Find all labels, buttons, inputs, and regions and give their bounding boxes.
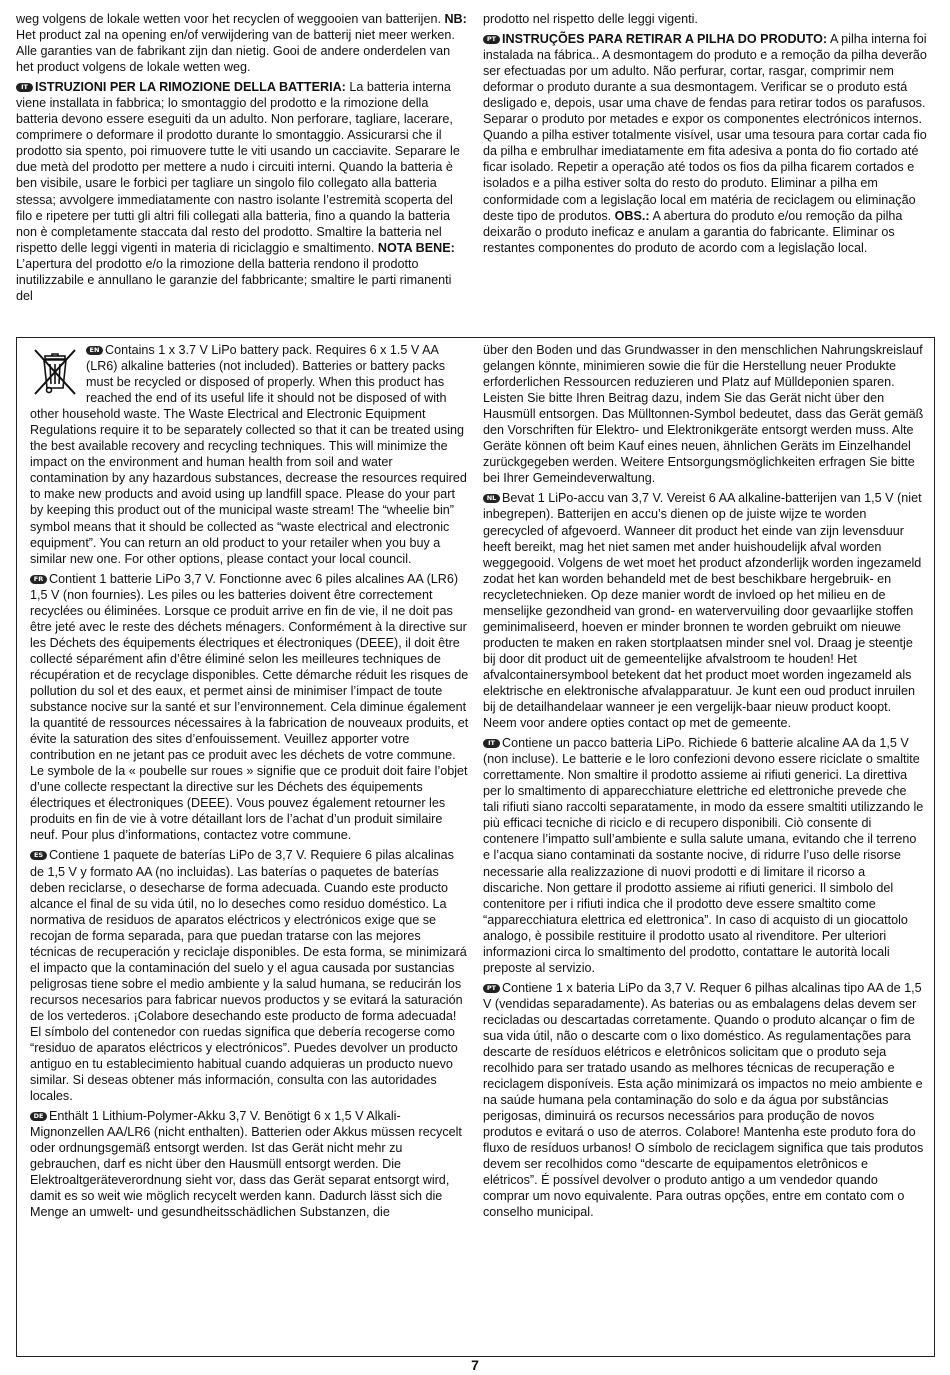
weee-right-column: [483, 342, 924, 1225]
pt-removal-text: A pilha interna foi instalada na fábrica.. A desmontagem do produto e a remoção da pilha deverão ser efectuadas por um adulto. Não perfurar, cortar, rasgar, comprimir nem deformar o produto durante a sua desmontagem. Verificar se o produto está desligado e, depois, usar uma chave de fendas para retirar todos os parafusos. Separar o produto por metades e expor os componentes electrónicos internos. Quando a pilha estiver totalmente visível, usar uma tesoura para cortar cada fio da pilha e embrulhar imediatamente em fita adesiva a ponta do fio cortado até ficar isolado. Repetir a operação até todos os fios da pilha ficarem cortados e isolados e a pilha estiver solta do resto do produto. Eliminar a pilha em conformidade com a legislação local em matéria de reciclagem ou eliminação deste tipo de produtos.: [483, 32, 927, 223]
nl-text-before-note: weg volgens de lokale wetten voor het recyclen of weggooien van batterijen.: [16, 12, 441, 26]
en-language-badge: EN: [86, 346, 103, 355]
it-removal-heading: ISTRUZIONI PER LA RIMOZIONE DELLA BATTERIA:: [35, 80, 346, 95]
nl-language-badge: NL: [483, 494, 500, 503]
it-battery-removal-section: [16, 79, 467, 304]
pt-weee-text: Contiene 1 x bateria LiPo da 3,7 V. Requer 6 pilhas alcalinas tipo AA de 1,5 V (vendidas separadamente). As baterias ou as embalagens delas devem ser recicladas ou descartadas corretamente. Quando o produto alcançar o fim de sua vida útil, não o descarte com o lixo doméstico. As regulamentações para descarte de resíduos elétricos e eletrônicos solicitam que o produto seja recolhido para ser tratado usando as melhores técnicas de recuperação e reciclagem disponíveis. Esta ação minimizará os impactos no meio ambiente e na saúde humana pela contaminação do solo e da água por substâncias perigosas, diminuirá os recursos necessários para produção de novos produtos e evitará o uso de aterros. Colabore! Mantenha este produto fora do fluxo de resíduos urbanos! O símbolo de reciclagem significa que tais produtos devem ser recolhidos como “descarte de equipamentos eletrônicos e elétricos”. É possível devolver o produto antigo a um vendedor quando comprar um novo equivalente. Para outras opções, entre em contato com o conselho municipal.: [483, 980, 924, 1220]
it-language-badge: IT: [483, 739, 500, 748]
nl-battery-removal-end: [16, 11, 467, 75]
nl-note-label: NB:: [444, 12, 467, 26]
nl-weee-section: [483, 490, 924, 731]
es-language-badge: ES: [30, 851, 47, 860]
pt-weee-section: [483, 980, 924, 1221]
it-weee-section: [483, 735, 924, 976]
de-language-badge: DE: [30, 1112, 47, 1121]
pt-removal-heading: INSTRUÇÕES PARA RETIRAR A PILHA DO PRODUTO:: [502, 32, 828, 47]
top-right-column: [483, 11, 935, 260]
de-weee-end: über den Boden und das Grundwasser in den menschlichen Nahrungskreislauf gelangen könnte, minimieren sowie die für die Herstellung neuer Produkte erforderlichen Ressourcen reduzieren und Platz auf Mülldeponien sparen. Leisten Sie bitte Ihren Beitrag dazu, indem Sie das Gerät nicht über den Hausmüll entsorgen. Das Mülltonnen-Symbol bedeutet, dass das Gerät gemäß den Vorschriften für Elektro- und Elektronikgeräte entsorgt werden muss. Alte Geräte können oft beim Kauf eines neuen, ähnlichen Geräts im Einzelhandel zurückgegeben werden. Weitere Entsorgungsmöglichkeiten erfragen Sie bitte bei Ihrer Gemeindeverwaltung.: [483, 343, 924, 486]
nl-weee-text: Bevat 1 LiPo-accu van 3,7 V. Vereist 6 AA alkaline-batterijen van 1,5 V (niet inbegrepen). Batterijen en accu’s dienen op de juiste wijze te worden gerecycled of afgevoerd. Wanneer dit product het einde van zijn levensduur heeft bereikt, mag het niet samen met ander huishoudelijk afval worden weggegooid. Volgens de wet moet het product afzonderlijk worden ingezameld zodat het kan worden behandeld met de best beschikbare hergebruik- en recycletechnieken. Op deze manier wordt de invloed op het milieu en de menselijke gezondheid van grond- en watervervuiling door gevaarlijke stoffen geminimaliseerd, hoeven er minder bronnen te worden gebruikt om nieuwe producten te maken en raken stortplaatsen minder snel vol. Draag je steentje bij door dit product uit de gemeentelijke afvalstroom te houden! Het afvalcontainersymbool betekent dat het product moet worden ingezameld als elektrische en elektronische afvalapparatuur. Je kunt een oud product inruilen bij de detailhandelaar wanneer je een vergelijk-baar nieuw product koopt. Neem voor andere opties contact op met de gemeente.: [483, 491, 922, 731]
fr-weee-text: Contient 1 batterie LiPo 3,7 V. Fonctionne avec 6 piles alcalines AA (LR6) 1,5 V (non fournies). Les piles ou les batteries doivent être correctement recyclées ou éliminées. Lorsque ce produit arrive en fin de vie, il ne doit pas être jeté avec le reste des déchets ménagers. Conformément à la directive sur les Déchets des équipements électriques et électroniques (DEEE), il doit être collecté séparément afin d’être éliminé selon les meilleures techniques de récupération et de recyclage disponibles. Cette démarche réduit les risques de pollution du sol et des eaux, et permet ainsi de minimiser l’impact de toute substance nocive sur la santé et sur l’environnement. Cela diminue également la quantité de ressources nécessaires à la fabrication de nouveaux produits, et évite la saturation des sites d’enfouissement. Veuillez apporter votre contribution en ne jetant pas ce produit avec les déchets de votre commune. Le symbole de la « poubelle sur roues » signifie que ce produit doit faire l’objet d’une collecte respectant la directive sur les Déchets des équipements électriques et électroniques (DEEE). Vous pouvez également retourner les produits en fin de vie à votre détaillant lors de l’achat d’un produit similaire neuf. Pour plus d’informations, contactez votre commune.: [30, 571, 469, 843]
it-language-badge: IT: [16, 83, 33, 92]
en-weee-section: [30, 342, 470, 567]
es-weee-text: Contiene 1 paquete de baterías LiPo de 3,7 V. Requiere 6 pilas alcalinas de 1,5 V y formato AA (no incluidas). Las baterías o paquetes de baterías deben reciclarse, o desecharse de forma adecuada. Cuando este producto alcance el final de su vida útil, no lo deseches como residuo doméstico. La normativa de residuos de aparatos eléctricos y electrónicos exige que se recojan de forma separada, para que puedan tratarse con las mejores técnicas de recuperación y reciclaje disponibles. De esta forma, se minimizará el impacto que la contaminación del suelo y el agua causada por sustancias peligrosas tiene sobre el medio ambiente y la salud humana, se reducirán los recursos necesarios para fabricar nuevos productos y se evitará la saturación de los vertederos. ¡Colabore desechando este producto de forma adecuada! El símbolo del contenedor con ruedas significa que debería recogerse como “residuo de aparatos eléctricos y electrónicos”. Puedes devolver un producto antiguo en tu establecimiento habitual cuando adquieras un producto nuevo similar. Si deseas obtener más información, consulta con las autoridades locales.: [30, 848, 467, 1104]
it-note-label: NOTA BENE:: [377, 240, 455, 255]
es-weee-section: [30, 847, 470, 1104]
pt-battery-removal-section: [483, 31, 935, 256]
fr-language-badge: FR: [30, 575, 47, 584]
crossed-wheelie-bin-icon: [30, 346, 80, 396]
pt-note-text: A abertura do produto e/ou remoção da pilha deixarão o produto ineficaz e anulam a garantia do fabricante. Eliminar os restantes componentes do produto de acordo com a legislação local.: [483, 208, 903, 255]
nl-note-text: Het product zal na opening en/of verwijdering van de batterij niet meer werken. Alle garanties van de fabrikant zijn dan nietig. Gooi de andere onderdelen van het product volgens de lokale wetten weg.: [16, 28, 455, 75]
page-number: 7: [471, 1357, 479, 1373]
pt-note-label: OBS.:: [614, 208, 650, 223]
de-weee-section: [30, 1108, 470, 1220]
pt-language-badge: PT: [483, 984, 500, 993]
it-weee-text: Contiene un pacco batteria LiPo. Richiede 6 batterie alcaline AA da 1,5 V (non incluse). Le batterie e le loro confezioni devono essere riciclate o smaltite correttamente. Non smaltire il prodotto assieme ai rifiuti generici. La direttiva per lo smaltimento di apparecchiature elettriche ed elettroniche prevede che tali rifiuti siano raccolti separatamente, in modo da essere smaltiti utilizzando le più efficaci tecniche di riciclo e di recupero disponibili. Ciò consente di contenere l’impatto sull’ambiente e sulla salute umana, evitando che il terreno e l’acqua siano contaminati da sostante nocive, di ridurre l’uso delle risorse necessarie alla realizzazione di nuovi prodotti e di limitare il ricorso a discariche. Non gettare il prodotto assieme ai rifiuti generici. Il simbolo del contenitore per i rifiuti indica che il prodotto deve essere smaltito come “apparecchiatura elettrica ed elettronica”. In caso di acquisto di un giocattolo analogo, è possibile restituire il prodotto usato al rivenditore. Per ulteriori informazioni circa lo smaltimento del prodotto, contattare le autorità locali preposte al servizio.: [483, 736, 924, 975]
top-left-column: [16, 11, 467, 308]
weee-left-column: [30, 342, 470, 1225]
it-removal-text: La batteria interna viene installata in fabbrica; lo smontaggio del prodotto e la rimozione della batteria devono essere eseguiti da un adulto. Non perforare, tagliare, lacerare, comprimere o deformare il prodotto durante lo smontaggio. Assicurarsi che il prodotto sia spento, poi rimuovere tutte le viti usando un cacciavite. Separare le due metà del prodotto per mettere a nudo i circuiti interni. Quando la batteria è ben visibile, usare le forbici per tagliare un singolo filo collegato alla batteria stessa; avvolgere immediatamente con nastro isolante l’estremità scoperta del filo e ripetere per tutti gli altri fili collegati alla batteria, fino a quando la batteria non è completamente staccata dal resto del prodotto. Smaltire la batteria nel rispetto delle leggi vigenti in materia di riciclaggio e smaltimento.: [16, 80, 460, 255]
en-weee-text: Contains 1 x 3.7 V LiPo battery pack. Requires 6 x 1.5 V AA (LR6) alkaline batteries (not included). Batteries or battery packs must be recycled or disposed of properly. When this product has reached the end of its useful life it should not be disposed of with other household waste. The Waste Electrical and Electronic Equipment Regulations require it to be separately collected so that it can be treated using the best available recovery and recycling techniques. This will minimize the impact on the environment and human health from soil and water contamination by any hazardous substances, decrease the resources required to make new products and avoid using up landfill space. Please do your part by keeping this product out of the municipal waste stream! The “wheelie bin” symbol means that it should be collected as “waste electrical and electronic equipment”. You can return an old product to your retailer when you buy a similar new one. For other options, please contact your local council.: [30, 343, 467, 566]
pt-language-badge: PT: [483, 35, 500, 44]
de-weee-text: Enthält 1 Lithium-Polymer-Akku 3,7 V. Benötigt 6 x 1,5 V Alkali-Mignonzellen AA/LR6 (nicht enthalten). Batterien oder Akkus müssen recycelt oder ordnungsgemäß entsorgt werden. Ist das Gerät nicht mehr zu gebrauchen, darf es nicht über den Hausmüll entsorgt werden. Die Elektroaltgeräteverordnung sieht vor, dass das Gerät separat entsorgt wird, damit es so weit wie möglich recycelt werden kann. Dadurch lässt sich die Menge an umwelt- und gesundheitsschädlichen Substanzen, die: [30, 1109, 462, 1220]
fr-weee-section: [30, 571, 470, 844]
it-removal-end: prodotto nel rispetto delle leggi vigenti.: [483, 12, 698, 26]
it-note-text: L’apertura del prodotto e/o la rimozione della batteria rendono il prodotto inutilizzabile e annullano le garanzie del fabbricante; smaltire le parti rimanenti del: [16, 256, 452, 303]
